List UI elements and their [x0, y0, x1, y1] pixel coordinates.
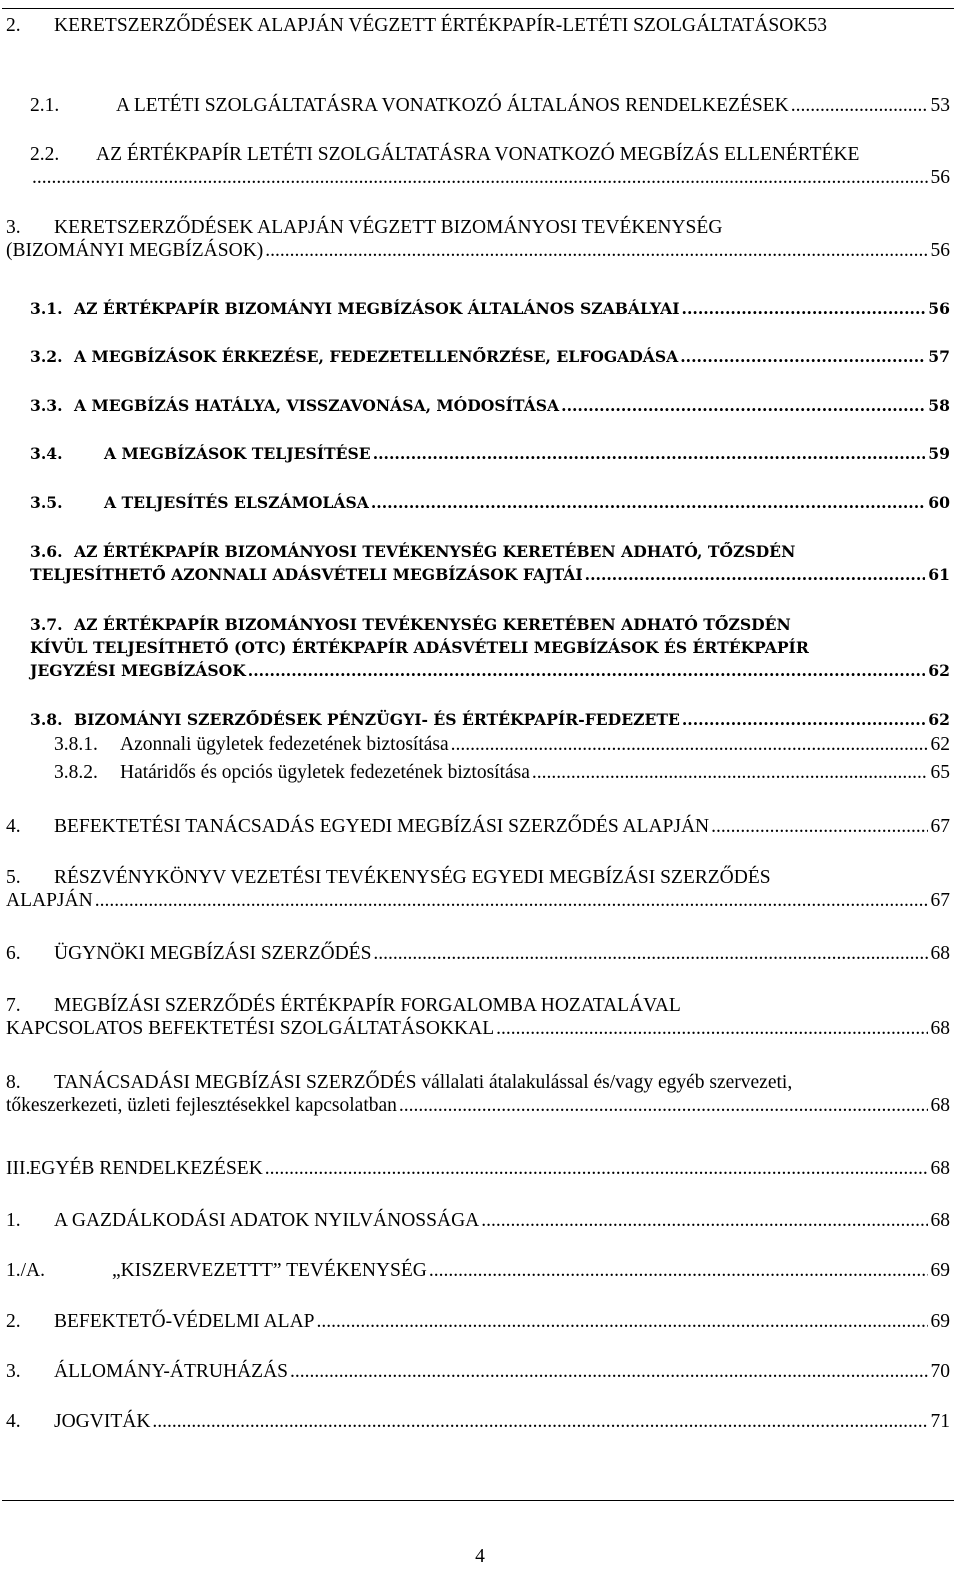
toc-page-number: 69	[930, 1311, 950, 1332]
toc-entry-title: KÍVÜL TELJESÍTHETŐ (OTC) ÉRTÉKPAPÍR ADÁSVÉTELI MEGBÍZÁSOK ÉS ÉRTÉKPAPÍR	[30, 638, 809, 657]
toc-entry-title: „KISZERVEZETTT” TEVÉKENYSÉG	[112, 1260, 427, 1281]
toc-entry-title: A TELJESÍTÉS ELSZÁMOLÁSA	[104, 493, 369, 512]
toc-page-number: 62	[928, 710, 950, 729]
toc-page-number: 62	[928, 661, 950, 680]
toc-entry-title: A MEGBÍZÁS HATÁLYA, VISSZAVONÁSA, MÓDOSÍTÁSA	[74, 396, 560, 415]
toc-page-number: 58	[928, 396, 950, 415]
dot-leader	[429, 1259, 928, 1282]
toc-page-number: 68	[930, 943, 950, 964]
toc-entry[interactable]	[6, 1360, 950, 1383]
toc-page-number: 68	[930, 1210, 950, 1231]
toc-entry-title: ÜGYNÖKI MEGBÍZÁSI SZERZŐDÉS	[54, 943, 372, 964]
toc-entry-number: 2.1.	[30, 95, 60, 116]
toc-entry-number: 1./A.	[6, 1260, 45, 1281]
toc-page-number: 56	[930, 167, 950, 188]
toc-entry-number: 3.8.2.	[54, 762, 98, 783]
toc-entry-number: 3.	[6, 1361, 21, 1382]
toc-entry-title: AZ ÉRTÉKPAPÍR BIZOMÁNYOSI TEVÉKENYSÉG KERETÉBEN ADHATÓ, TŐZSDÉN	[74, 542, 796, 561]
dot-leader	[680, 345, 925, 368]
toc-entry[interactable]	[30, 613, 950, 682]
toc-entry-title: BIZOMÁNYI SZERZŐDÉSEK PÉNZÜGYI- ÉS ÉRTÉKPAPÍR-FEDEZETE	[74, 710, 680, 729]
toc-entry-number: 3.1.	[30, 299, 63, 318]
toc-entry-number: 7.	[6, 995, 21, 1016]
toc-page-number: 70	[930, 1361, 950, 1382]
toc-page-number: 59	[928, 444, 950, 463]
toc-entry-number: 3.	[6, 217, 21, 238]
toc-entry-title: A GAZDÁLKODÁSI ADATOK NYILVÁNOSSÁGA	[54, 1210, 480, 1231]
toc-entry-number: 3.3.	[30, 396, 63, 415]
toc-page-number: 62	[930, 734, 950, 755]
dot-leader	[682, 297, 926, 320]
toc-entry[interactable]	[30, 297, 950, 320]
dot-leader	[265, 239, 927, 262]
toc-entry-title: TELJESÍTHETŐ AZONNALI ADÁSVÉTELI MEGBÍZÁSOK FAJTÁI	[30, 565, 583, 584]
dot-leader	[371, 491, 925, 514]
dot-leader	[561, 394, 925, 417]
toc-entry-title: JEGYZÉSI MEGBÍZÁSOK	[30, 661, 246, 680]
toc-entry-title: Határidős és opciós ügyletek fedezetének biztosítása	[120, 762, 530, 783]
toc-entry[interactable]	[30, 345, 950, 368]
toc-entry-number: 2.	[6, 1311, 21, 1332]
toc-entry[interactable]	[6, 14, 950, 37]
toc-entry-number: 2.2.	[30, 144, 60, 165]
toc-entry[interactable]	[30, 143, 950, 189]
dot-leader	[481, 1209, 927, 1232]
toc-entry[interactable]	[6, 216, 950, 262]
toc-page-number: 53	[807, 15, 827, 36]
toc-page-number: 65	[930, 762, 950, 783]
toc-page-number: 53	[930, 95, 950, 116]
dot-leader	[152, 1410, 927, 1433]
toc-entry-number: 3.7.	[30, 615, 63, 634]
toc-entry-title: ÁLLOMÁNY-ÁTRUHÁZÁS	[54, 1361, 288, 1382]
toc-entry-title: BEFEKTETÉSI TANÁCSADÁS EGYEDI MEGBÍZÁSI SZERZŐDÉS ALAPJÁN	[54, 816, 710, 837]
footer-rule	[2, 1500, 954, 1501]
toc-entry[interactable]	[6, 1259, 950, 1282]
toc-page-number: 56	[928, 299, 950, 318]
toc-entry-title: A MEGBÍZÁSOK TELJESÍTÉSE	[104, 444, 371, 463]
toc-page-number: 68	[930, 1158, 950, 1179]
toc-entry-number: 3.6.	[30, 542, 63, 561]
toc-entry[interactable]	[30, 491, 950, 514]
toc-entry-title: RÉSZVÉNYKÖNYV VEZETÉSI TEVÉKENYSÉG EGYEDI MEGBÍZÁSI SZERZŐDÉS	[54, 867, 771, 888]
toc-entry[interactable]	[30, 540, 950, 586]
toc-entry-number: 8.	[6, 1072, 21, 1093]
page-number: 4	[475, 1546, 485, 1567]
dot-leader	[248, 659, 926, 682]
toc-entry-title: (BIZOMÁNYI MEGBÍZÁSOK)	[6, 240, 264, 261]
toc-entry[interactable]	[6, 1410, 950, 1433]
toc-page-number: 67	[930, 816, 950, 837]
dot-leader	[682, 708, 925, 731]
toc-page-number: 68	[930, 1018, 950, 1039]
toc-entry[interactable]	[6, 1157, 950, 1180]
toc-entry-number: 1.	[6, 1210, 21, 1231]
toc-entry-number: 3.2.	[30, 347, 63, 366]
dot-leader	[791, 94, 928, 117]
toc-entry-number: 4.	[6, 1411, 21, 1432]
toc-entry-title: AZ ÉRTÉKPAPÍR BIZOMÁNYI MEGBÍZÁSOK ÁLTALÁNOS SZABÁLYAI	[74, 299, 680, 318]
toc-entry[interactable]	[54, 761, 950, 784]
toc-entry-title: A MEGBÍZÁSOK ÉRKEZÉSE, FEDEZETELLENŐRZÉSE, ELFOGADÁSA	[74, 347, 679, 366]
toc-entry[interactable]	[30, 442, 950, 465]
dot-leader	[496, 1017, 927, 1040]
dot-leader	[32, 166, 928, 189]
toc-page-number: 68	[930, 1095, 950, 1116]
dot-leader	[317, 1310, 928, 1333]
toc-entry-number: 4.	[6, 816, 21, 837]
toc-page-number: 61	[928, 565, 950, 584]
toc-entry-title: EGYÉB RENDELKEZÉSEK	[29, 1158, 263, 1179]
toc-entry[interactable]	[30, 394, 950, 417]
toc-page-number: 56	[930, 240, 950, 261]
toc-entry-title: KAPCSOLATOS BEFEKTETÉSI SZOLGÁLTATÁSOKKAL	[6, 1018, 495, 1039]
toc-entry-title: tőkeszerkezeti, üzleti fejlesztésekkel kapcsolatban	[6, 1095, 397, 1116]
toc-entry[interactable]	[6, 994, 950, 1040]
toc-entry-title: AZ ÉRTÉKPAPÍR BIZOMÁNYOSI TEVÉKENYSÉG KERETÉBEN ADHATÓ TŐZSDÉN	[74, 615, 791, 634]
dot-leader	[95, 889, 928, 912]
toc-entry-title: KERETSZERZŐDÉSEK ALAPJÁN VÉGZETT ÉRTÉKPAPÍR-LETÉTI SZOLGÁLTATÁSOK	[54, 15, 808, 36]
toc-entry-number: 3.4.	[30, 444, 63, 463]
dot-leader	[399, 1094, 928, 1117]
toc-entry-title: TANÁCSADÁSI MEGBÍZÁSI SZERZŐDÉS vállalati átalakulással és/vagy egyéb szervezeti,	[54, 1072, 793, 1093]
toc-entry-title: A LETÉTI SZOLGÁLTATÁSRA VONATKOZÓ ÁLTALÁNOS RENDELKEZÉSEK	[116, 95, 789, 116]
toc-page-number: 69	[930, 1260, 950, 1281]
toc-entry[interactable]	[6, 942, 950, 965]
dot-leader	[265, 1157, 928, 1180]
dot-leader	[451, 733, 928, 756]
toc-entry-number: 2.	[6, 15, 21, 36]
toc-entry-title: AZ ÉRTÉKPAPÍR LETÉTI SZOLGÁLTATÁSRA VONATKOZÓ MEGBÍZÁS ELLENÉRTÉKE	[96, 144, 860, 165]
toc-entry[interactable]	[6, 1071, 950, 1117]
dot-leader	[373, 442, 926, 465]
toc-entry-number: III.	[6, 1158, 31, 1179]
toc-entry-number: 3.8.	[30, 710, 63, 729]
toc-entry-title: MEGBÍZÁSI SZERZŐDÉS ÉRTÉKPAPÍR FORGALOMBA HOZATALÁVAL	[54, 995, 681, 1016]
toc-entry-title: ALAPJÁN	[6, 890, 93, 911]
toc-entry-title: Azonnali ügyletek fedezetének biztosítása	[120, 734, 449, 755]
dot-leader	[290, 1360, 928, 1383]
toc-page-number: 67	[930, 890, 950, 911]
toc-entry[interactable]	[6, 1310, 950, 1333]
toc-entry[interactable]	[54, 733, 950, 756]
dot-leader	[532, 761, 928, 784]
toc-page-number: 71	[930, 1411, 950, 1432]
toc-entry-title: JOGVITÁK	[54, 1411, 151, 1432]
toc-entry-number: 3.5.	[30, 493, 63, 512]
dot-leader	[585, 563, 926, 586]
toc-entry[interactable]	[30, 94, 950, 117]
toc-entry[interactable]	[30, 708, 950, 731]
toc-page-number: 57	[928, 347, 950, 366]
toc-entry-number: 3.8.1.	[54, 734, 98, 755]
toc-entry-number: 6.	[6, 943, 21, 964]
toc-entry[interactable]	[6, 815, 950, 838]
toc-entry-title: BEFEKTETŐ-VÉDELMI ALAP	[54, 1311, 315, 1332]
dot-leader	[711, 815, 927, 838]
toc-entry[interactable]	[6, 866, 950, 912]
toc-entry-title: KERETSZERZŐDÉSEK ALAPJÁN VÉGZETT BIZOMÁNYOSI TEVÉKENYSÉG	[54, 217, 723, 238]
toc-entry-number: 5.	[6, 867, 21, 888]
toc-page-number: 60	[928, 493, 950, 512]
dot-leader	[373, 942, 927, 965]
toc-entry[interactable]	[6, 1209, 950, 1232]
